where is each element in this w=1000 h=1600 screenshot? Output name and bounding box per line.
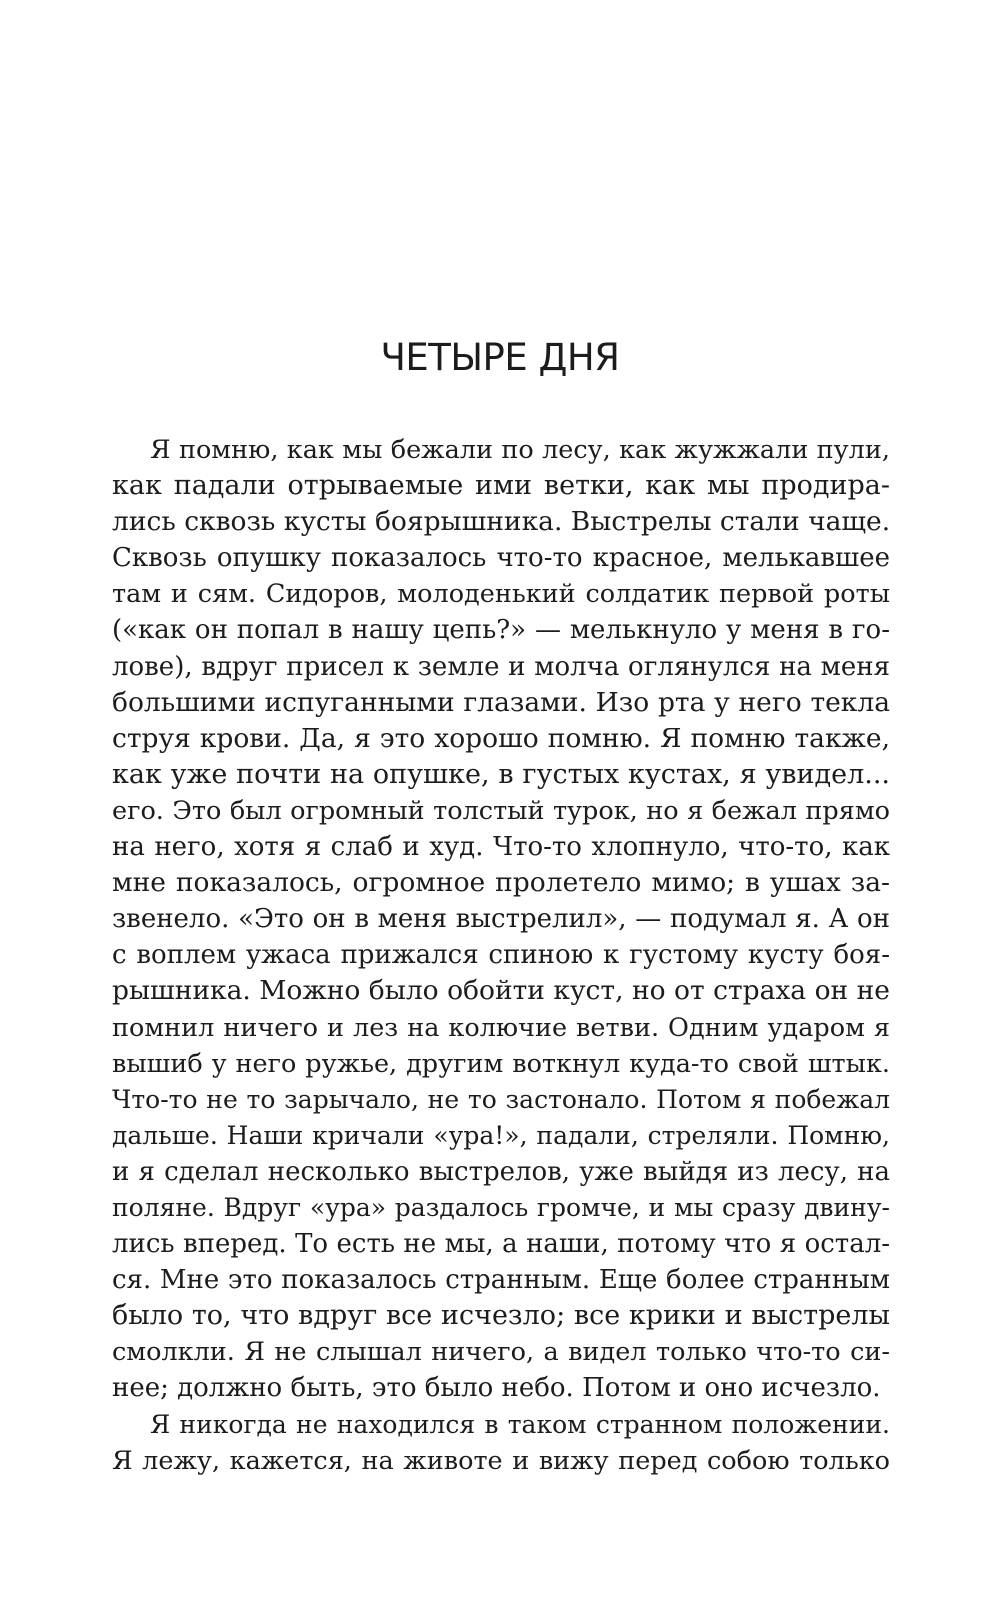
text-line: с воплем ужаса прижался спиною к густому кусту боя- xyxy=(112,940,890,971)
text-line: («как он попал в нашу цепь?» — мелькнуло у меня в го- xyxy=(112,615,890,646)
body-text xyxy=(112,432,890,1479)
text-line: большими испуганными глазами. Изо рта у него текла xyxy=(112,686,890,718)
text-line: струя крови. Да, я это хорошо помню. Я помню также, xyxy=(112,722,890,754)
text-line: Что-то не то зарычало, не то застонало. Потом я побежал xyxy=(112,1084,890,1114)
text-line: лись сквозь кусты боярышника. Выстрелы стали чаще. xyxy=(112,506,890,538)
text-line: мне показалось, огромное пролетело мимо; в ушах за- xyxy=(112,867,890,899)
text-line: было то, что вдруг все исчезло; все крики и выстрелы xyxy=(112,1300,890,1332)
text-line: ся. Мне это показалось странным. Еще более странным xyxy=(112,1265,890,1296)
text-line: рышника. Можно было обойти куст, но от страха он не xyxy=(112,975,890,1007)
text-line: дальше. Наши кричали «ура!», падали, стреляли. Помню, xyxy=(112,1120,890,1150)
text-line: его. Это был огромный толстый турок, но я бежал прямо xyxy=(112,795,890,826)
text-line: лове), вдруг присел к земле и молча оглянулся на меня xyxy=(112,651,890,682)
text-line: как уже почти на опушке, в густых кустах, я увидел... xyxy=(112,758,890,790)
text-line: Я никогда не находился в таком странном положении. xyxy=(150,1409,890,1439)
text-line: помнил ничего и лез на колючие ветви. Одним ударом я xyxy=(112,1012,890,1043)
text-line: Я помню, как мы бежали по лесу, как жужжали пули, xyxy=(150,435,890,465)
chapter-title: ЧЕТЫРЕ ДНЯ xyxy=(380,336,620,379)
text-line: там и сям. Сидоров, молоденький солдатик первой роты xyxy=(112,579,890,610)
text-line: Сквозь опушку показалось что-то красное, мелькавшее xyxy=(112,543,890,574)
text-line: на него, хотя я слаб и худ. Что-то хлопнуло, что-то, как xyxy=(112,832,890,863)
text-line: лись вперед. То есть не мы, а наши, потому что я остал- xyxy=(112,1229,890,1260)
text-line: поляне. Вдруг «ура» раздалось громче, и мы сразу двину- xyxy=(112,1192,890,1222)
text-line: смолкли. Я не слышал ничего, а видел только что-то си- xyxy=(112,1337,890,1368)
text-line: нее; должно быть, это было небо. Потом и оно исчезло. xyxy=(112,1373,881,1404)
text-line: вышиб у него ружье, другим воткнул куда-то свой штык. xyxy=(112,1048,890,1079)
text-line: Я лежу, кажется, на животе и вижу перед собою только xyxy=(112,1445,890,1476)
text-line: звенело. «Это он в меня выстрелил», — подумал я. А он xyxy=(112,904,890,935)
text-line: как падали отрываемые ими ветки, как мы продира- xyxy=(112,470,890,502)
text-line: и я сделал несколько выстрелов, уже выйдя из лесу, на xyxy=(112,1156,890,1187)
